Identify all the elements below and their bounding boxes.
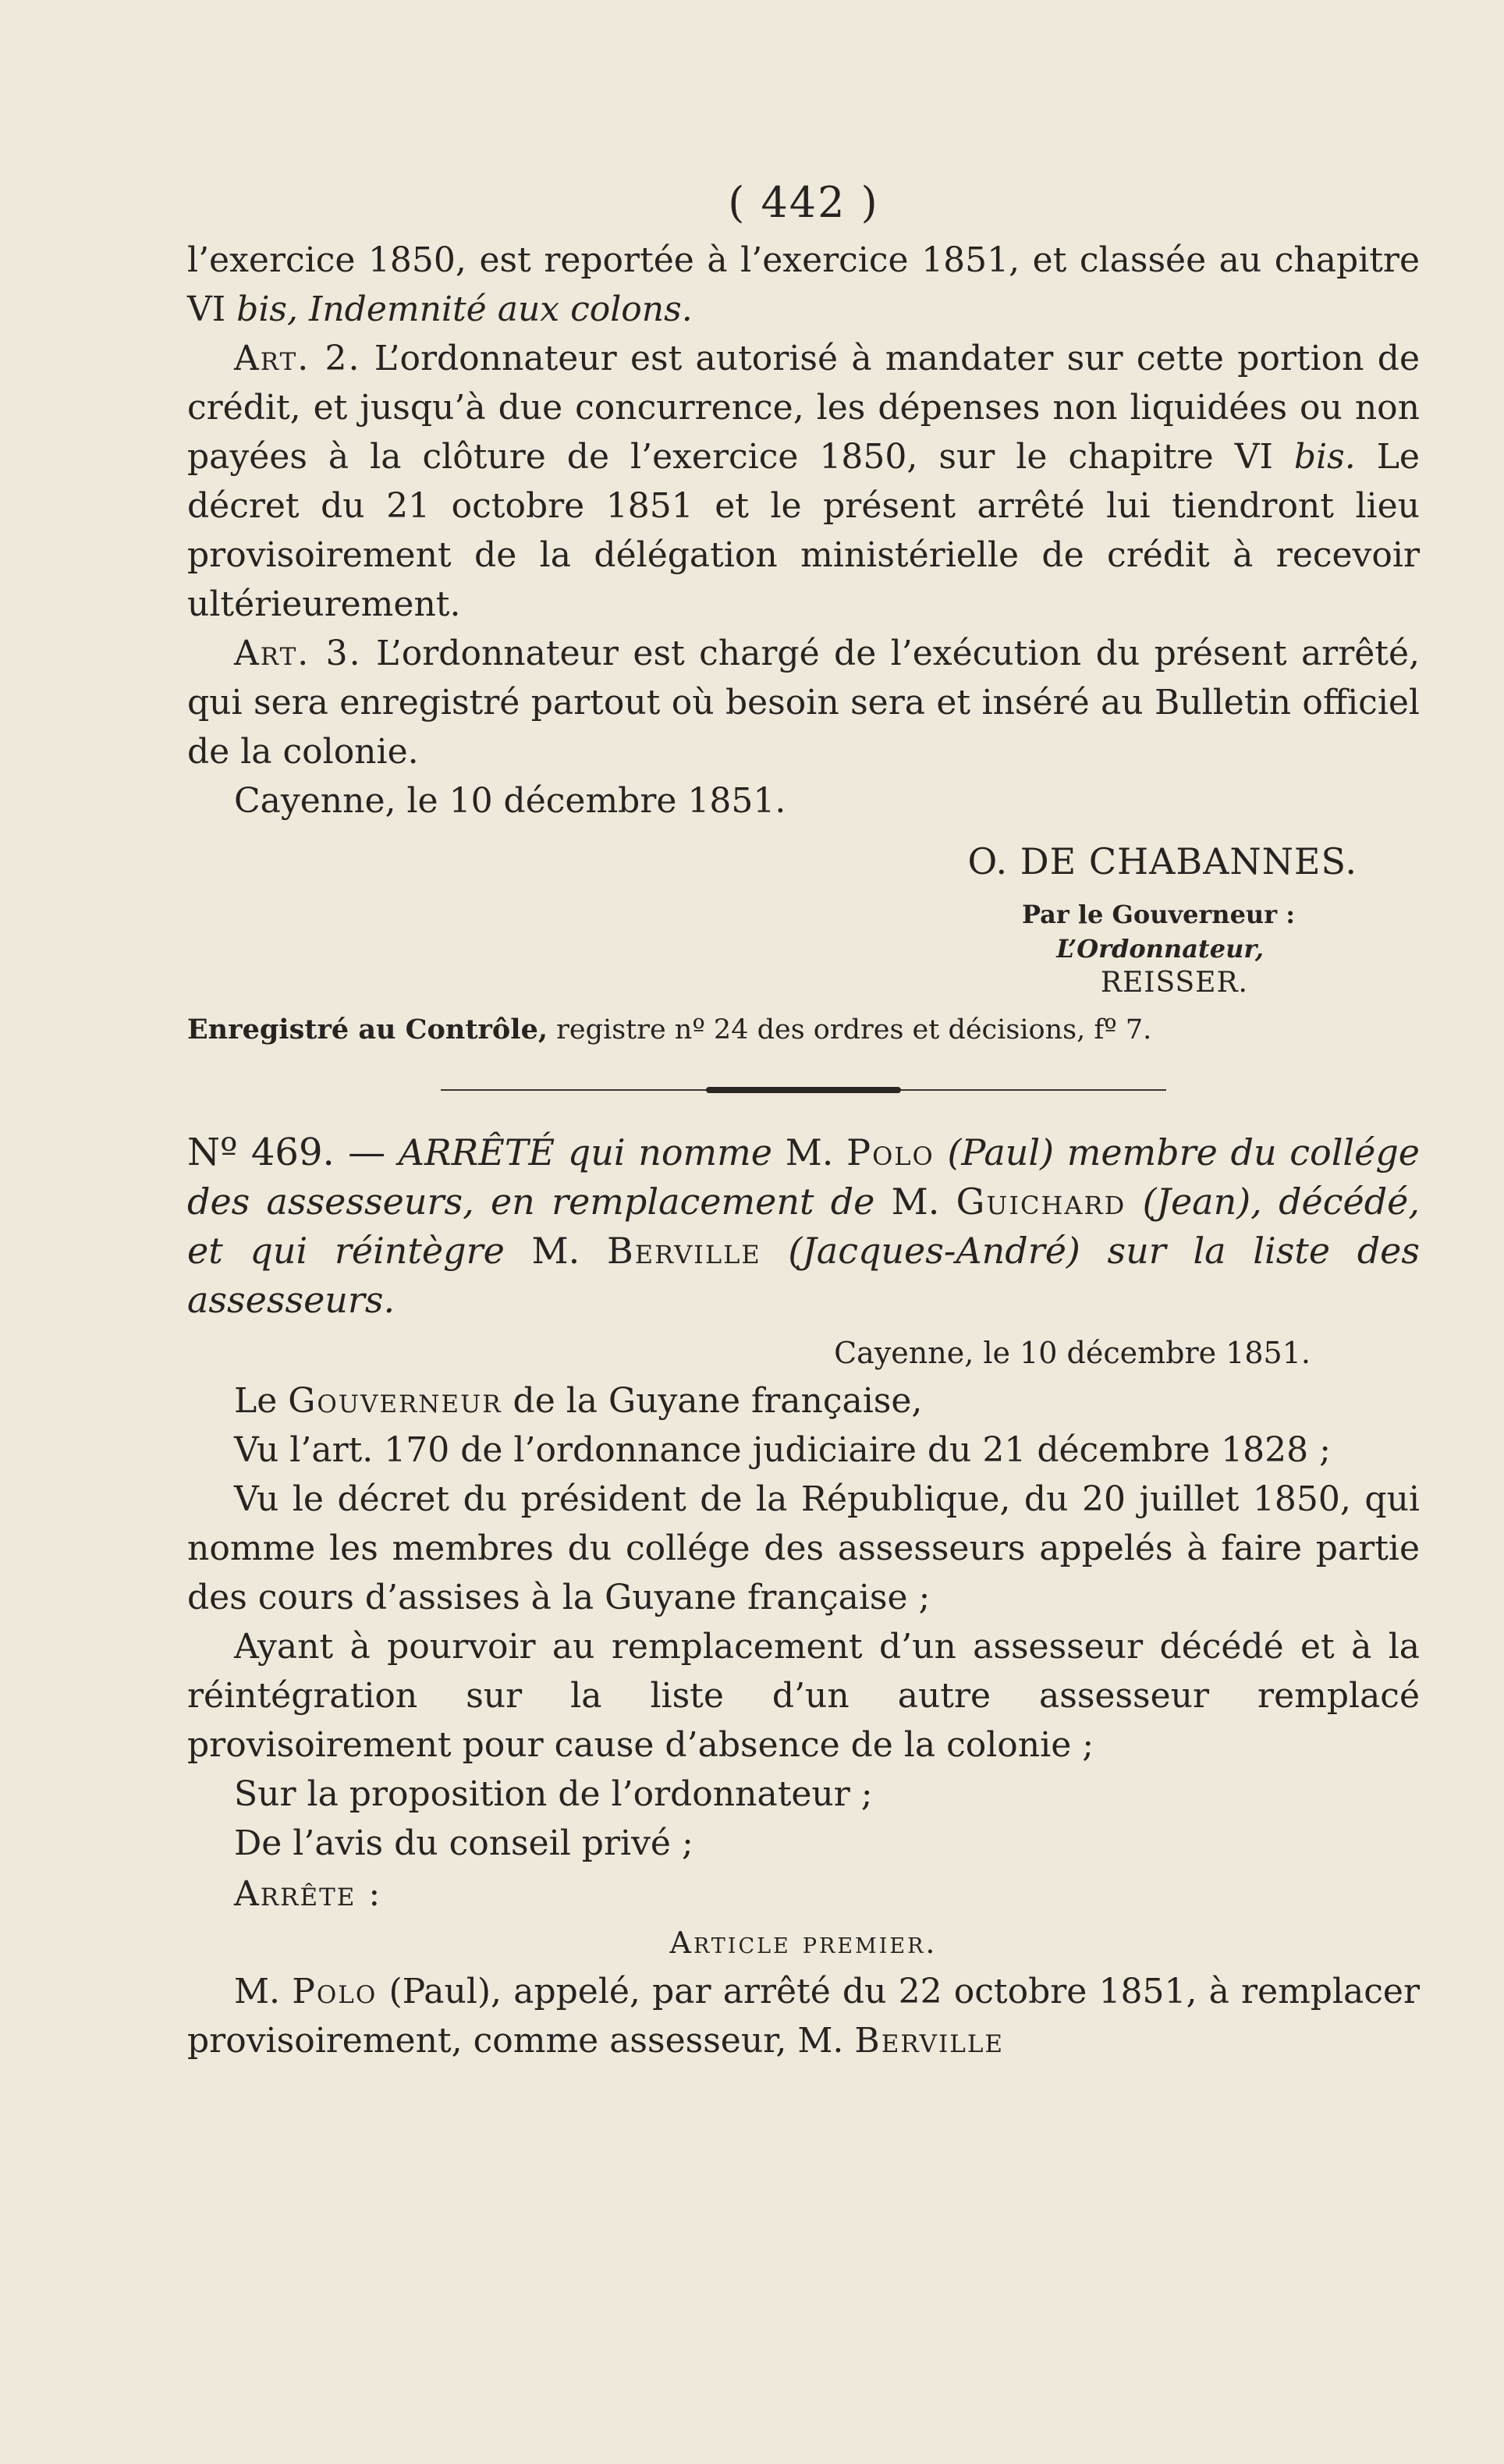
paragraph-continuation <box>187 236 1420 334</box>
decree-title-end: (Jacques-André) sur la liste des assesseurs. <box>187 1230 1421 1321</box>
chapter-italic: bis, Indemnité aux colons. <box>236 289 693 329</box>
article-label: Art. 3. <box>234 634 362 673</box>
name-guichard: Guichard <box>956 1181 1126 1223</box>
de-paragraph: De l’avis du conseil privé ; <box>234 1823 693 1863</box>
registration-note <box>187 1008 1420 1052</box>
name-polo: Polo <box>292 1972 378 2011</box>
name-berville: Berville <box>606 1230 761 1272</box>
vu-paragraph-2: Vu le décret du président de la République, du 20 juillet 1850, qui nomme les membres du collége des assesseurs appelés à faire partie des cours d’assises à la Guyane française ; <box>187 1479 1420 1617</box>
section-divider <box>441 1086 1166 1094</box>
monsieur-abbrev: M. <box>531 1230 580 1272</box>
signature-role: L’Ordonnateur, <box>1056 934 1264 964</box>
monsieur-abbrev: M. <box>797 2021 844 2061</box>
decree-heading <box>187 1128 1420 1325</box>
first-name-paul: (Paul) <box>947 1131 1055 1173</box>
monsieur-abbrev: M. <box>785 1131 834 1173</box>
registration-bold: Enregistré au Contrôle, <box>187 1014 548 1046</box>
monsieur-abbrev: M. <box>234 1972 281 2011</box>
article-text-tail: Le décret du 21 octobre 1851 et le présent arrêté lui tiendront lieu provisoirement de la délégation ministérielle de crédit à recevoir ultérieurement. <box>187 437 1420 624</box>
text-block <box>187 172 1420 2065</box>
ayant-paragraph: Ayant à pourvoir au remplacement d’un assesseur décédé et à la réintégration sur la liste d’un autre assesseur remplacé provisoirement pour cause d’absence de la colonie ; <box>187 1627 1420 1765</box>
intro-rest: de la Guyane française, <box>513 1381 923 1421</box>
article-premier-text <box>187 1967 1420 2065</box>
article-text: L’ordonnateur est chargé de l’exécution du présent arrêté, qui sera enregistré partout où besoin sera et inséré au Bulletin officiel de la colonie. <box>187 634 1420 772</box>
body-intro <box>187 1376 1420 1425</box>
page-number: ( 442 ) <box>728 178 879 227</box>
decree-title-cont: membre du collége des assesseurs, en remplacement de <box>187 1131 1421 1223</box>
intro-le: Le <box>234 1381 278 1421</box>
article-text: L’ordonnateur est autorisé à mandater sur cette portion de crédit, et jusqu’à due concurrence, les dépenses non liquidées ou non payées à la clôture de l’exercice 1850, sur le chapitre VI <box>187 339 1420 477</box>
name-polo: Polo <box>846 1131 935 1173</box>
name-berville: Berville <box>854 2021 1005 2061</box>
bis-italic: bis. <box>1293 437 1356 477</box>
paragraph-text: l’exercice 1850, est reportée à l’exercice 1851, et classée au chapitre VI <box>187 240 1420 329</box>
decree-title-cont: (Jean), décédé, et qui réintègre <box>187 1181 1421 1272</box>
arrete-label <box>187 1869 1420 1919</box>
vu-paragraph-1: Vu l’art. 170 de l’ordonnance judiciaire du 21 décembre 1828 ; <box>234 1430 1331 1470</box>
decree-number: Nº 469. — <box>187 1131 386 1174</box>
divider-ornament <box>706 1087 901 1093</box>
signature-signer: REISSER. <box>1100 967 1248 999</box>
monsieur-abbrev: M. <box>891 1181 940 1223</box>
article-text: (Paul), appelé, par arrêté du 22 octobre 1851, à remplacer provisoirement, comme assesseur, <box>187 1972 1420 2061</box>
decree-date: Cayenne, le 10 décembre 1851. <box>834 1336 1311 1370</box>
place-date: Cayenne, le 10 décembre 1851. <box>234 781 786 821</box>
decree-title: ARRÊTÉ qui nomme <box>398 1131 773 1173</box>
article-premier-heading: Article premier. <box>669 1926 938 1960</box>
signature-name: O. DE CHABANNES. <box>967 840 1357 882</box>
article-3 <box>187 629 1420 776</box>
arrete-text: Arrête : <box>234 1874 382 1914</box>
intro-gouverneur: Gouverneur <box>288 1381 502 1421</box>
registration-rest: registre nº 24 des ordres et décisions, fº 7. <box>556 1014 1152 1046</box>
article-label: Art. 2. <box>234 339 361 378</box>
signature-by: Par le Gouverneur : <box>1021 900 1295 929</box>
article-2 <box>187 334 1420 629</box>
sur-paragraph: Sur la proposition de l’ordonnateur ; <box>234 1774 873 1814</box>
